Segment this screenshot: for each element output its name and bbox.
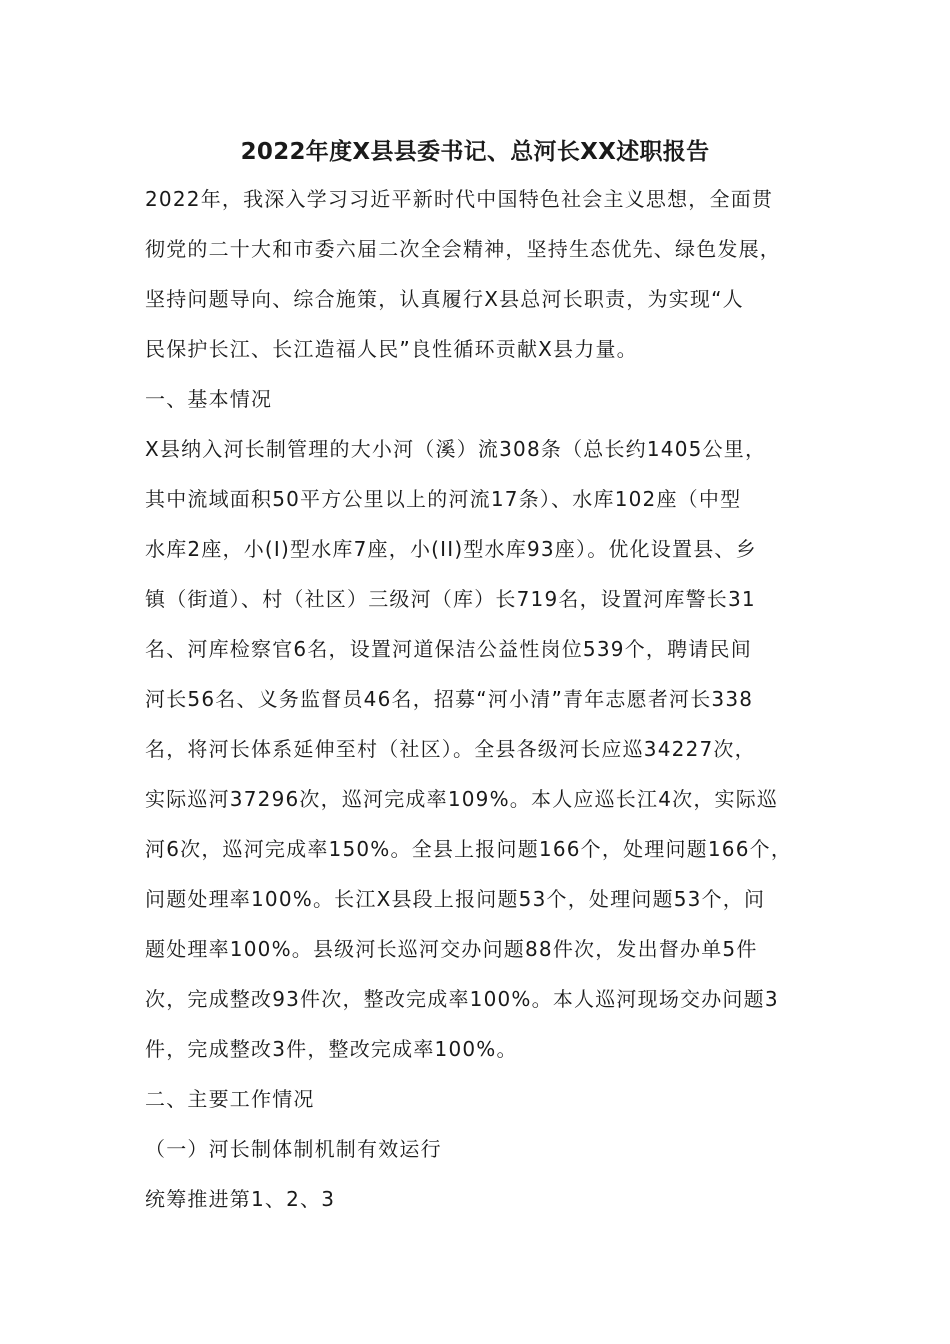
intro-line-1: 2022年，我深入学习习近平新时代中国特色社会主义思想，全面贯: [145, 187, 774, 211]
body-line-3: 水库2座，小(I)型水库7座，小(II)型水库93座）。优化设置县、乡: [145, 537, 757, 561]
body-line-12: 次，完成整改93件次，整改完成率100%。本人巡河现场交办问题3: [145, 987, 779, 1011]
section-heading-basic: 一、基本情况: [145, 387, 273, 411]
intro-line-2: 彻党的二十大和市委六届二次全会精神，坚持生态优先、绿色发展，: [145, 237, 781, 261]
intro-line-4: 民保护长江、长江造福人民”良性循环贡献X县力量。: [145, 337, 638, 361]
document-title: 2022年度X县县委书记、总河长XX述职报告: [240, 139, 710, 165]
body-line-8: 实际巡河37296次，巡河完成率109%。本人应巡长江4次，实际巡: [145, 787, 779, 811]
body-line-1: X县纳入河长制管理的大小河（溪）流308条（总长约1405公里，: [145, 437, 767, 461]
intro-line-3: 坚持问题导向、综合施策，认真履行X县总河长职责，为实现“人: [145, 287, 744, 311]
body-line-4: 镇（街道）、村（社区）三级河（库）长719名，设置河库警长31: [145, 587, 756, 611]
body-line-10: 问题处理率100%。长江X县段上报问题53个，处理问题53个，问: [145, 887, 766, 911]
body-line-11: 题处理率100%。县级河长巡河交办问题88件次，发出督办单5件: [145, 937, 758, 961]
body-line-2: 其中流域面积50平方公里以上的河流17条）、水库102座（中型: [145, 487, 742, 511]
body-line-9: 河6次，巡河完成率150%。全县上报问题166个，处理问题166个，: [145, 837, 793, 861]
body-line-6: 河长56名、义务监督员46名，招募“河小清”青年志愿者河长338: [145, 687, 754, 711]
body-line-14: 统筹推进第1、2、3: [145, 1187, 336, 1211]
body-line-13: 件，完成整改3件，整改完成率100%。: [145, 1037, 518, 1061]
section-heading-main-work: 二、主要工作情况: [145, 1087, 315, 1111]
body-line-7: 名，将河长体系延伸至村（社区）。全县各级河长应巡34227次，: [145, 737, 756, 761]
body-line-5: 名、河库检察官6名，设置河道保洁公益性岗位539个，聘请民间: [145, 637, 752, 661]
subsection-heading-1: （一）河长制体制机制有效运行: [145, 1137, 442, 1161]
